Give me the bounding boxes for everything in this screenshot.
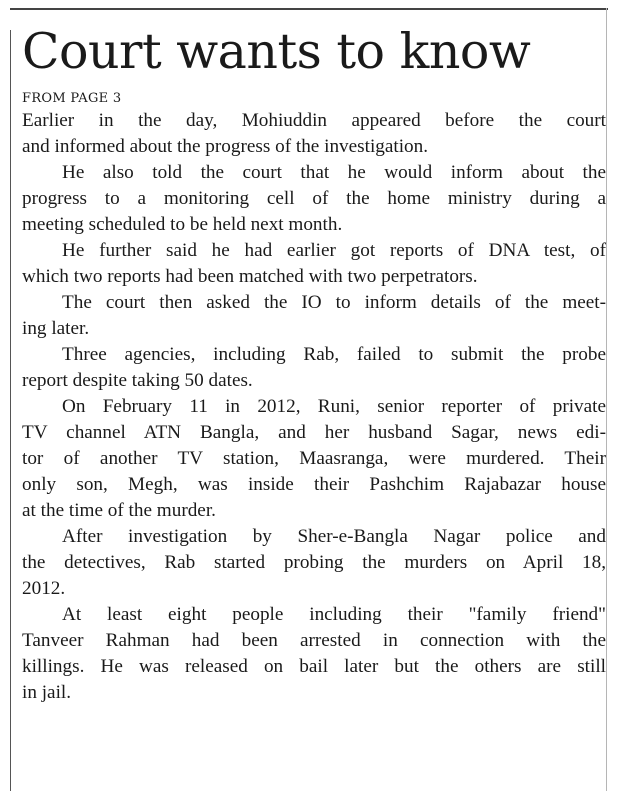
paragraph <box>22 160 606 238</box>
paragraph <box>22 524 606 602</box>
text-line: After investigation by Sher-e-Bangla Nagar police and <box>62 526 606 547</box>
text-line: progress to a monitoring cell of the home ministry during a <box>22 188 606 209</box>
article-body <box>22 108 606 706</box>
paragraph <box>22 394 606 524</box>
headline: Court wants to know <box>22 23 531 80</box>
text-line: tor of another TV station, Maasranga, were murdered. Their <box>22 448 606 469</box>
text-line: and informed about the progress of the investigation. <box>22 136 429 157</box>
paragraph <box>22 108 606 160</box>
text-line: Tanveer Rahman had been arrested in connection with the <box>22 630 606 651</box>
jump-line: FROM PAGE 3 <box>22 91 122 106</box>
left-column-rule <box>10 30 11 791</box>
text-line: in jail. <box>22 682 72 703</box>
text-line: He also told the court that he would inform about the <box>62 162 606 183</box>
text-line: He further said he had earlier got reports of DNA test, of <box>62 240 606 261</box>
paragraph <box>22 290 606 342</box>
text-line: The court then asked the IO to inform details of the meet- <box>62 292 606 313</box>
text-line: report despite taking 50 dates. <box>22 370 253 391</box>
text-line: meeting scheduled to be held next month. <box>22 214 343 235</box>
top-border-rule <box>10 8 608 10</box>
text-line: TV channel ATN Bangla, and her husband Sagar, news edi- <box>22 422 606 443</box>
text-line: At least eight people including their "family friend" <box>62 604 606 625</box>
text-line: On February 11 in 2012, Runi, senior reporter of private <box>62 396 606 417</box>
text-line: at the time of the murder. <box>22 500 216 521</box>
paragraph <box>22 238 606 290</box>
text-line: which two reports had been matched with two perpetrators. <box>22 266 478 287</box>
text-line: killings. He was released on bail later but the others are still <box>22 656 606 677</box>
paragraph <box>22 602 606 706</box>
news-article <box>22 14 606 706</box>
text-line: Earlier in the day, Mohiuddin appeared before the court <box>22 110 606 131</box>
right-border-rule <box>606 8 607 791</box>
text-line: the detectives, Rab started probing the murders on April 18, <box>22 552 606 573</box>
text-line: 2012. <box>22 578 66 599</box>
paragraph <box>22 342 606 394</box>
text-line: only son, Megh, was inside their Pashchim Rajabazar house <box>22 474 606 495</box>
text-line: Three agencies, including Rab, failed to submit the probe <box>62 344 606 365</box>
text-line: ing later. <box>22 318 90 339</box>
